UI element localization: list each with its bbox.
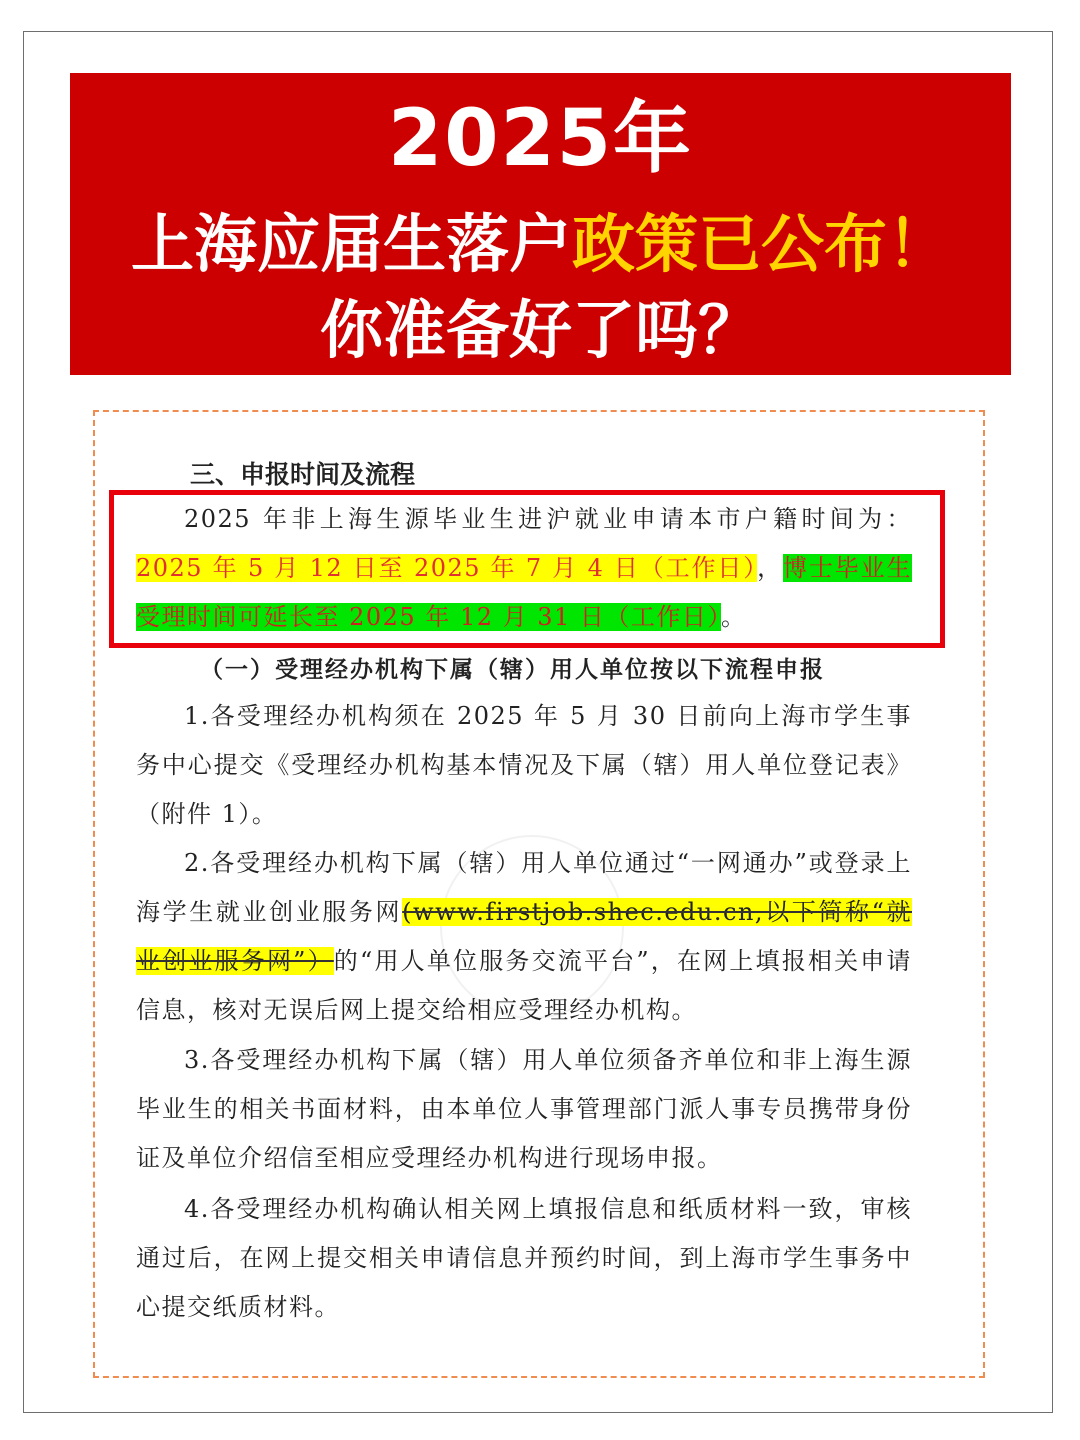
intro-paragraph bbox=[136, 495, 912, 642]
step-2-text: 2.各受理经办机构下属（辖）用人单位通过“一网通办”或登录上海学生就业创业服务网 bbox=[136, 849, 912, 926]
step-1: 1.各受理经办机构须在 2025 年 5 月 30 日前向上海市学生事务中心提交《受理经办机构基本情况及下属（辖）用人单位登记表》（附件 1）。 bbox=[136, 702, 912, 828]
subsection-title: （一）受理经办机构下属（辖）用人单位按以下流程申报 bbox=[200, 656, 825, 683]
application-period-highlight: 2025 年 5 月 12 日至 2025 年 7 月 4 日（工作日） bbox=[136, 554, 758, 582]
section-title: 三、申报时间及流程 bbox=[190, 460, 416, 489]
banner-question: 你准备好了吗？ bbox=[320, 294, 761, 367]
banner-headline bbox=[70, 205, 1011, 285]
intro-comma: ， bbox=[757, 554, 784, 582]
step-2-text-cont: 的“用人单位服务交流平台”，在网上填报相关申请信息，核对无误后网上提交给相应受理经办机构。 bbox=[136, 947, 912, 1024]
step-4: 4.各受理经办机构确认相关网上填报信息和纸质材料一致，审核通过后，在网上提交相关申请信息并预约时间，到上海市学生事务中心提交纸质材料。 bbox=[136, 1195, 912, 1321]
intro-period: 。 bbox=[720, 603, 747, 631]
phd-extension-highlight: 博士毕业生受理时间可延长至 2025 年 12 月 31 日（工作日） bbox=[136, 554, 913, 631]
title-banner bbox=[70, 73, 1011, 375]
banner-headline-white: 上海应届生落户 bbox=[131, 208, 572, 281]
banner-headline-yellow: 政策已公布！ bbox=[572, 208, 950, 281]
website-highlight: (www.firstjob.shec.edu.cn,以下简称“就业创业服务网”） bbox=[136, 898, 912, 975]
step-3: 3.各受理经办机构下属（辖）用人单位须备齐单位和非上海生源毕业生的相关书面材料，由本单位人事管理部门派人事专员携带身份证及单位介绍信至相应受理经办机构进行现场申报。 bbox=[136, 1046, 912, 1172]
banner-year: 2025年 bbox=[387, 94, 694, 184]
step-2 bbox=[136, 839, 912, 1035]
intro-text: 2025 年非上海生源毕业生进沪就业申请本市户籍时间为： bbox=[184, 505, 912, 533]
